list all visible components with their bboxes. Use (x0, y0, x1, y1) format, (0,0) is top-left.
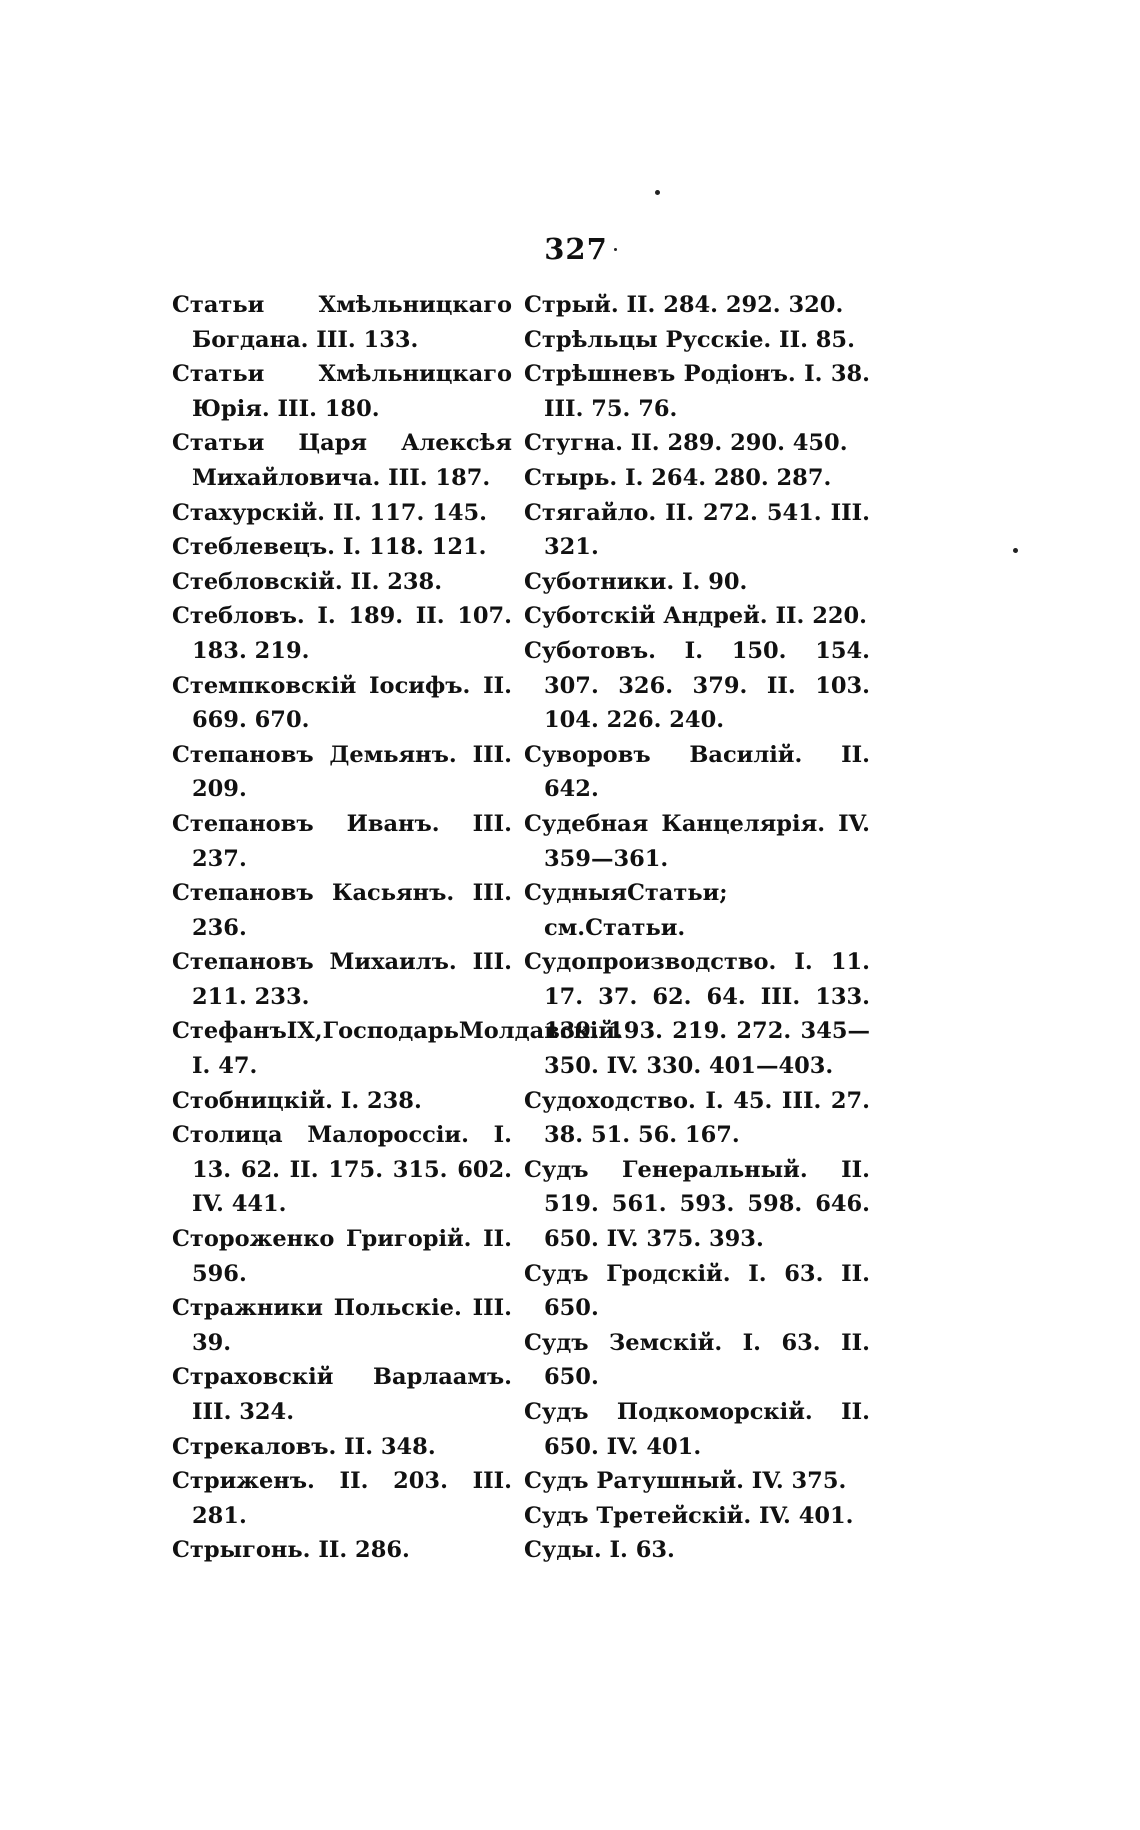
index-entry: Суботники. I. 90. (524, 568, 748, 595)
index-entry: Стебловскій. II. 238. (172, 568, 443, 595)
index-entry: Степановъ Иванъ. III. 237. (172, 810, 512, 872)
index-entry: Стрекаловъ. II. 348. (172, 1433, 436, 1460)
index-entry: Стрыгонь. II. 286. (172, 1537, 410, 1564)
index-entry: Стебловъ. I. 189. II. 107. 183. 219. (172, 603, 512, 664)
index-entry: Стражники Польскіе. III. 39. (172, 1295, 512, 1356)
ink-speck (614, 248, 617, 251)
index-entry: Стырь. I. 264. 280. 287. (524, 464, 832, 491)
index-entry: Статьи Царя Алексѣя Михайловича. III. 187. (172, 430, 512, 491)
index-entry: Стемпковскій Іосифъ. II. 669. 670. (172, 672, 512, 734)
page-number: 327 (544, 232, 608, 266)
index-entry: Стрый. II. 284. 292. 320. (524, 292, 844, 318)
ink-speck (1013, 548, 1018, 553)
index-entry: Стеблевецъ. I. 118. 121. (172, 534, 487, 561)
index-entry: Степановъ Демьянъ. III. 209. (172, 741, 512, 803)
index-entry: Суботскій Андрей. II. 220. (524, 603, 867, 630)
index-entry: Стахурскій. II. 117. 145. (172, 499, 487, 526)
index-entry: Стобницкій. I. 238. (172, 1087, 422, 1114)
index-entry: Степановъ Михаилъ. III. 211. 233. (172, 949, 512, 1010)
index-entry: Страховскій Варлаамъ. III. 324. (172, 1364, 512, 1425)
index-entry: СтефанъIX,ГосподарьМолдавскій. I. 47. (172, 1018, 623, 1080)
index-entry: Судопроизводство. I. 11. 17. 37. 62. 64. III. 133. 139. 193. 219. 272. 345—350. IV. 330. 401—403. (524, 949, 870, 1080)
index-entry: Статьи Хмѣльницкаго Богдана. III. 133. (172, 292, 512, 353)
index-entry: Судоходство. I. 45. III. 27. 38. 51. 56. 167. (524, 1087, 870, 1149)
index-entry: Суботовъ. I. 150. 154. 307. 326. 379. II. 103. 104. 226. 240. (524, 637, 870, 734)
index-column-right (524, 288, 870, 1568)
index-entry: Судъ Подкоморскій. II. 650. IV. 401. (524, 1399, 870, 1460)
index-entry: Судъ Генеральный. II. 519. 561. 593. 598. 646. 650. IV. 375. 393. (524, 1156, 870, 1253)
index-entry: Стороженко Григорій. II. 596. (172, 1226, 512, 1287)
index-entry: Судъ Третейскій. IV. 401. (524, 1502, 854, 1529)
index-entry: Судъ Ратушный. IV. 375. (524, 1468, 847, 1495)
ink-speck (655, 190, 660, 195)
index-entry: Стриженъ. II. 203. III. 281. (172, 1468, 512, 1529)
index-entry: Стрѣшневъ Родіонъ. I. 38. III. 75. 76. (524, 361, 870, 422)
index-entry: Степановъ Касьянъ. III. 236. (172, 880, 512, 941)
index-entry: СудныяСтатьи; см.Статьи. (524, 880, 728, 941)
index-entry: Суворовъ Василій. II. 642. (524, 741, 870, 803)
index-entry: Столица Малороссіи. I. 13. 62. II. 175. 315. 602. IV. 441. (172, 1122, 512, 1218)
index-entry: Судебная Канцелярія. IV. 359—361. (524, 810, 870, 872)
index-entry: Статьи Хмѣльницкаго Юрія. III. 180. (172, 361, 512, 422)
index-entry: Судъ Гродскій. I. 63. II. 650. (524, 1260, 870, 1322)
index-entry: Судъ Земскій. I. 63. II. 650. (524, 1329, 870, 1391)
index-entry: Стягайло. II. 272. 541. III. 321. (524, 499, 870, 561)
index-entry: Стугна. II. 289. 290. 450. (524, 430, 848, 457)
index-entry: Стрѣльцы Русскіе. II. 85. (524, 326, 855, 353)
index-entry: Суды. I. 63. (524, 1537, 675, 1564)
